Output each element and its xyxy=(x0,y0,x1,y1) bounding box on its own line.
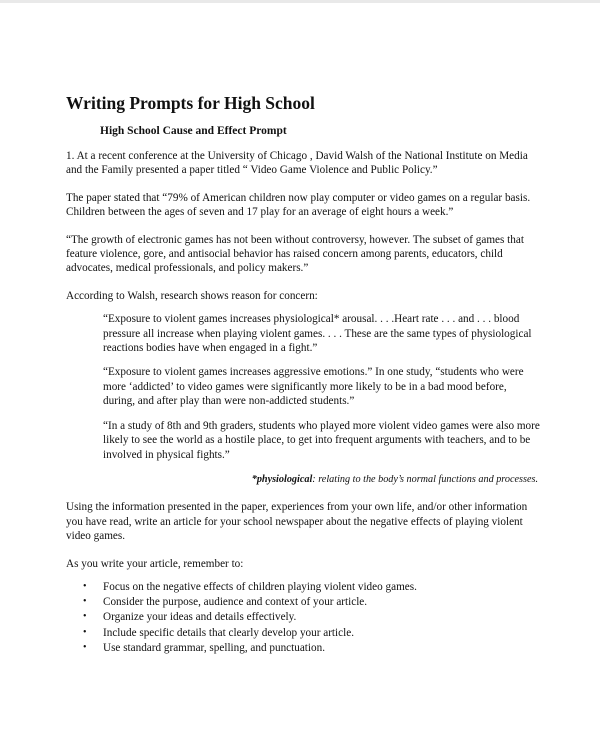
footnote-term: *physiological xyxy=(251,473,313,485)
bullet-icon: • xyxy=(83,596,87,608)
bullet-icon: • xyxy=(83,611,87,623)
list-item xyxy=(66,626,546,640)
footnote-definition: : relating to the body’s normal functions and processes. xyxy=(312,473,538,485)
bullet-icon: • xyxy=(83,580,87,592)
document-subtitle: High School Cause and Effect Prompt xyxy=(100,125,287,137)
paragraph-instruction: Using the information presented in the paper, experiences from your own life, and/or other information you have read, write an article for your school newspaper about the negative effects of playing violent video games. xyxy=(66,501,528,543)
document-body xyxy=(66,92,546,656)
list-item-text: Include specific details that clearly develop your article. xyxy=(103,626,354,639)
footnote xyxy=(66,473,546,487)
list-item-text: Organize your ideas and details effectively. xyxy=(103,611,297,624)
list-item-text: Focus on the negative effects of children playing violent video games. xyxy=(103,580,417,593)
list-item-text: Use standard grammar, spelling, and punctuation. xyxy=(103,641,326,654)
document-title: Writing Prompts for High School xyxy=(66,93,315,113)
quote-hostile-world: “In a study of 8th and 9th graders, students who played more violent video games were also more likely to see the world as a hostile place, to get into frequent arguments with teachers, and to be involved in physical fights.” xyxy=(103,419,540,461)
paragraph-reminder-intro: As you write your article, remember to: xyxy=(66,557,244,570)
list-item xyxy=(66,610,546,624)
top-divider xyxy=(0,0,600,3)
list-item xyxy=(66,580,546,594)
paragraph-controversy: “The growth of electronic games has not been without controversy, however. The subset of games that feature violence, gore, and antisocial behavior has raised concern among parents, educators, child advocates, medical professionals, and policy makers.” xyxy=(66,233,524,275)
list-item-text: Consider the purpose, audience and context of your article. xyxy=(103,596,368,609)
paragraph-intro: 1. At a recent conference at the University of Chicago , David Walsh of the National Institute on Media and the Family presented a paper titled “ Video Game Violence and Public Policy.” xyxy=(66,150,528,177)
quote-aggressive-emotions: “Exposure to violent games increases aggressive emotions.” In one study, “students who were more ‘addicted’ to video games were significantly more likely to be in a bad mood before, during, and after play than were non-addicted students.” xyxy=(103,366,524,408)
quote-physiological: “Exposure to violent games increases physiological* arousal. . . .Heart rate . . . and . . . blood pressure all increase when playing violent games. . . . These are the same types of physiological reactions bodies have when engaged in a fight.” xyxy=(103,313,532,355)
bullet-icon: • xyxy=(83,641,87,653)
reminder-list xyxy=(66,580,546,655)
paragraph-statistics: The paper stated that “79% of American children now play computer or video games on a regular basis. Children between the ages of seven and 17 play for an average of eight hours a week.” xyxy=(66,191,531,219)
list-item xyxy=(66,641,546,655)
bullet-icon: • xyxy=(83,626,87,638)
paragraph-research-lead: According to Walsh, research shows reason for concern: xyxy=(66,289,318,302)
list-item xyxy=(66,595,546,609)
